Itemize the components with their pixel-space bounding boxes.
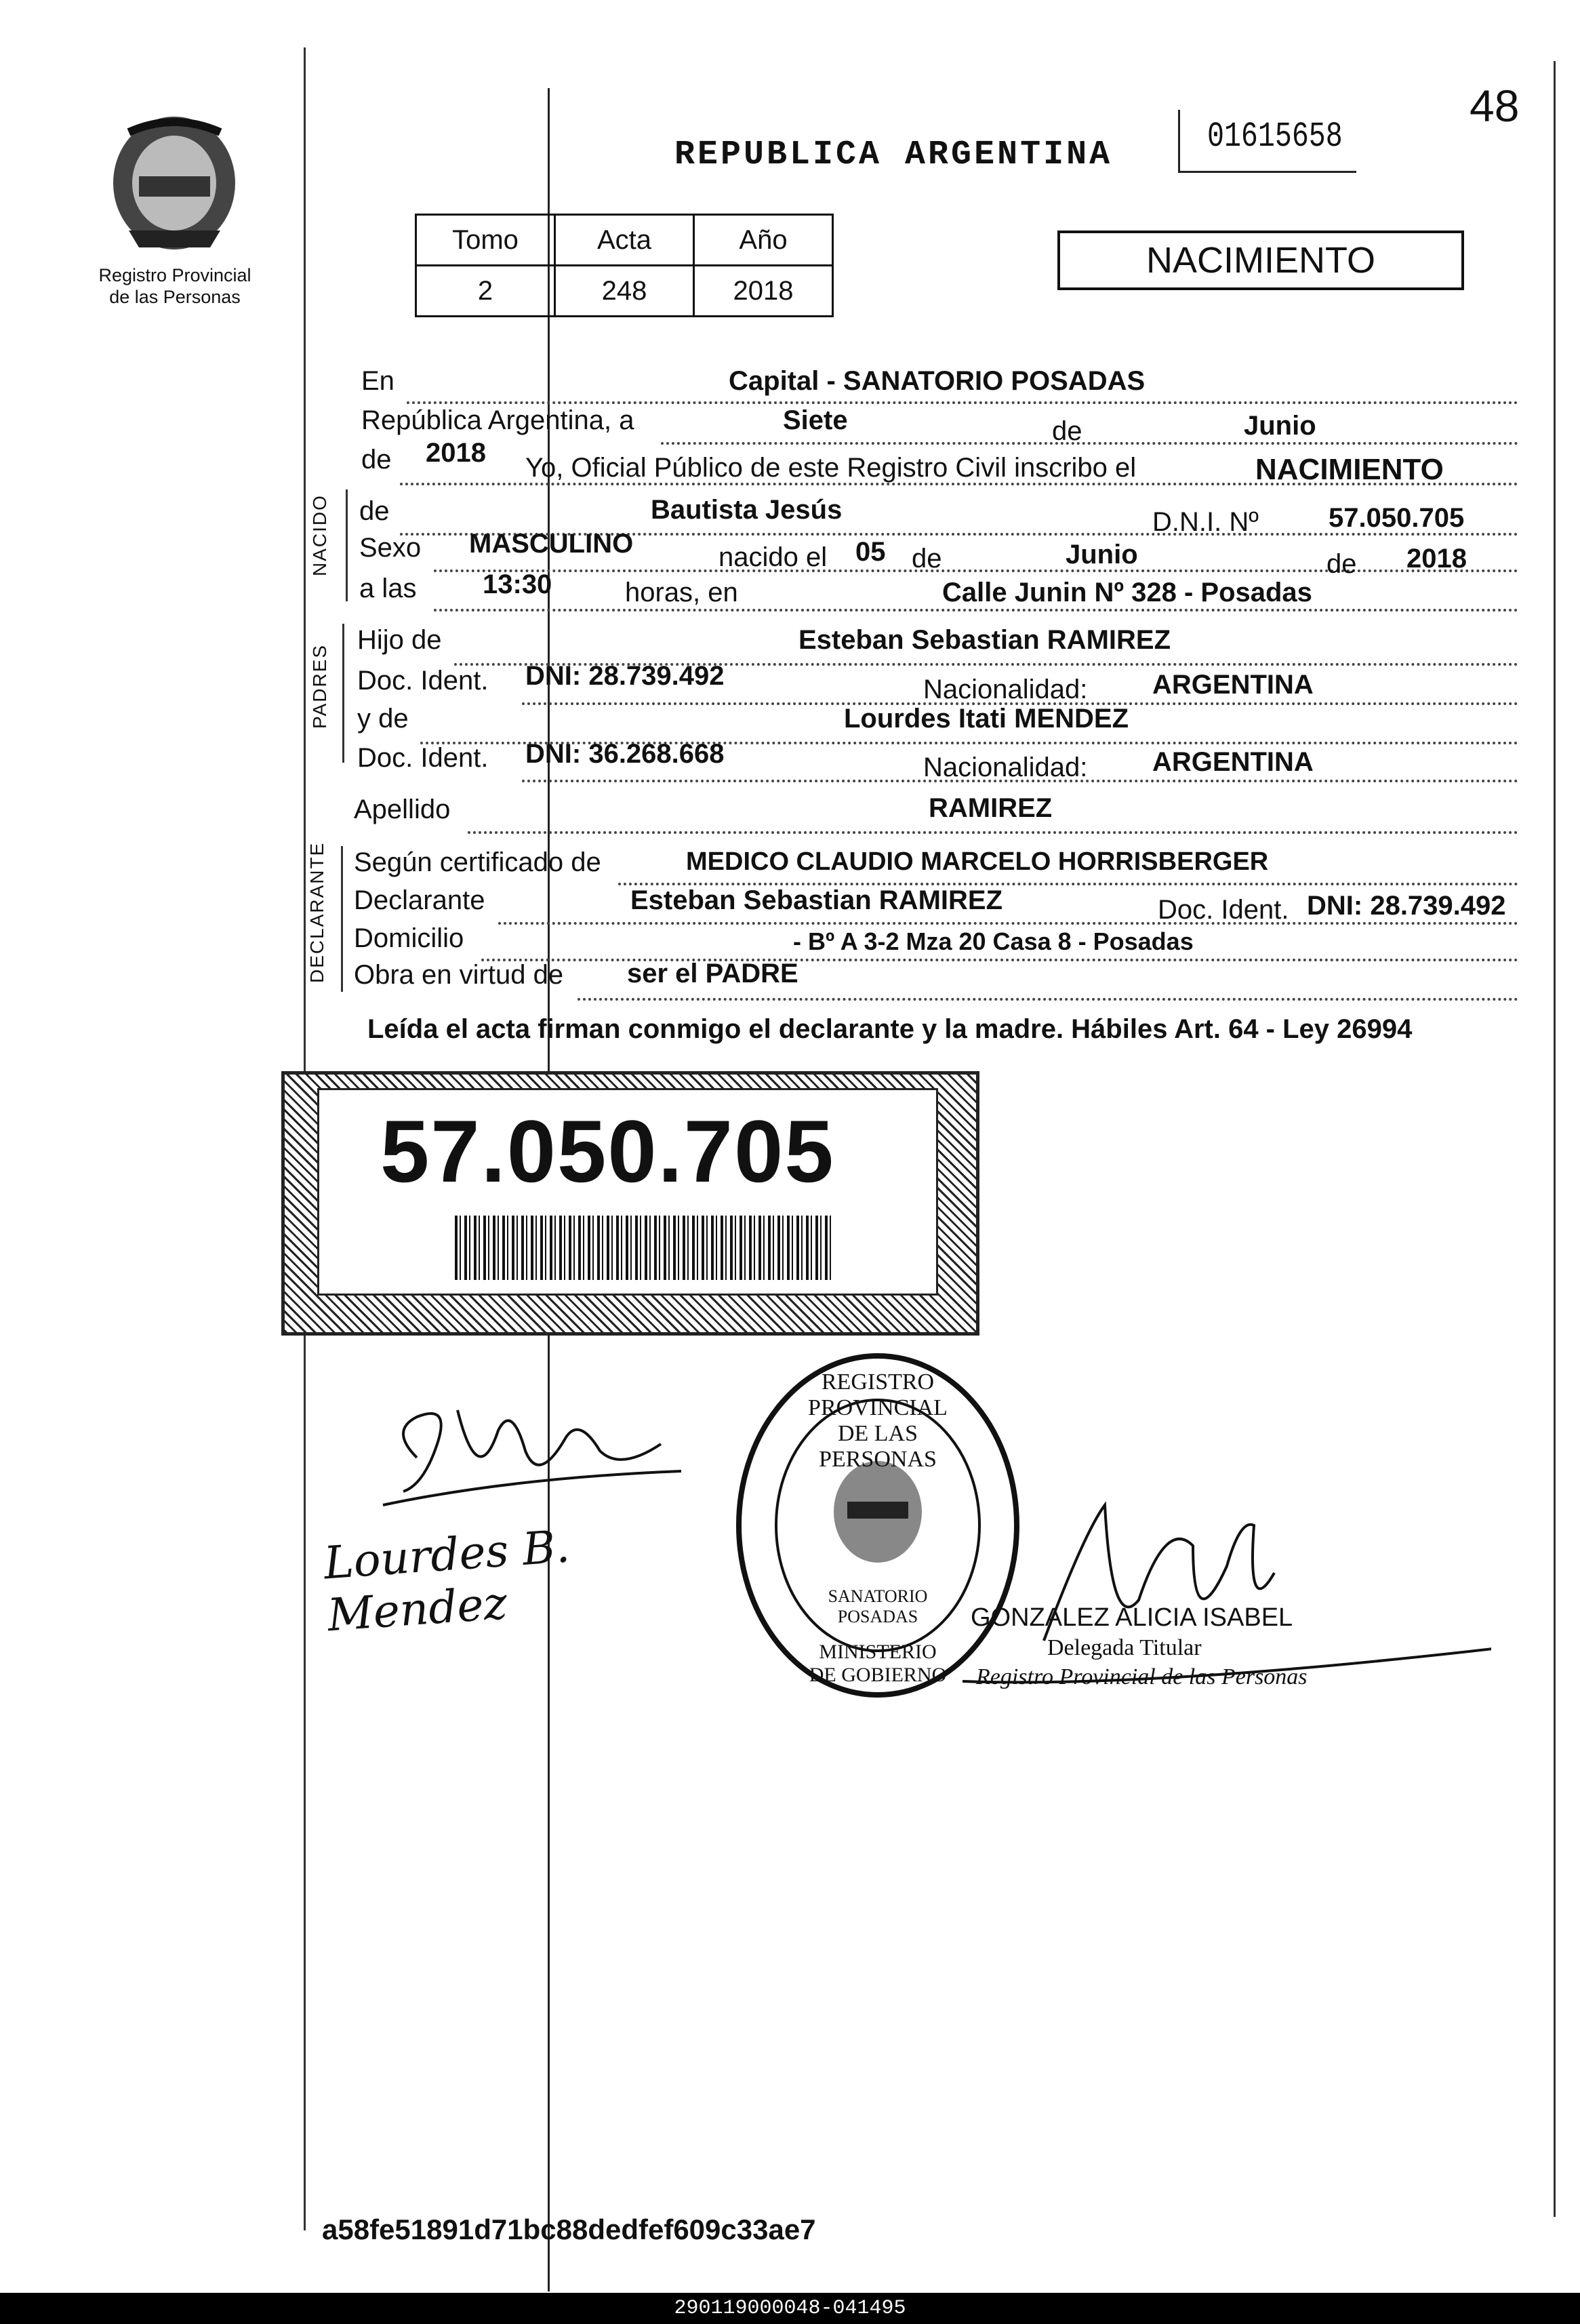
de-label: de — [1052, 416, 1082, 446]
nacionalidad-label-2: Nacionalidad: — [923, 753, 1088, 782]
serial-number: 01615658 — [1207, 117, 1343, 157]
alas-label: a las — [359, 574, 417, 603]
month-value: Junio — [1244, 411, 1316, 441]
sexo-label: Sexo — [359, 533, 422, 563]
de-label-2: de — [1326, 549, 1357, 579]
stamp-inner — [317, 1088, 938, 1296]
official-name: GONZALEZ ALICIA ISABEL — [971, 1603, 1293, 1632]
doc-ident-label-1: Doc. Ident. — [357, 666, 489, 696]
header-acta: Acta — [555, 215, 694, 266]
declarante-side-label: DECLARANTE — [306, 841, 327, 983]
dotted-line — [468, 831, 1518, 834]
republica-label: República Argentina, a — [361, 405, 634, 435]
declarante-label: Declarante — [354, 885, 485, 915]
page-number: 48 — [1470, 81, 1520, 131]
padres-side-label: PADRES — [309, 643, 330, 729]
right-margin-line — [1554, 61, 1556, 2217]
header-tomo: Tomo — [416, 215, 555, 266]
certificate-value: MEDICO CLAUDIO MARCELO HORRISBERGER — [686, 847, 1269, 876]
day-written: Siete — [783, 405, 848, 435]
barcode-icon — [455, 1216, 834, 1280]
y-de-label: y de — [357, 704, 409, 734]
father-dni: DNI: 28.739.492 — [525, 661, 725, 691]
value-anio: 2018 — [694, 266, 833, 317]
obra-value: ser el PADRE — [627, 959, 798, 988]
apellido-label: Apellido — [354, 795, 451, 824]
child-dni: 57.050.705 — [1329, 503, 1465, 533]
address-value: - Bº A 3-2 Mza 20 Casa 8 - Posadas — [793, 927, 1194, 955]
mother-name: Lourdes Itati MENDEZ — [844, 704, 1129, 734]
dotted-line — [407, 401, 1518, 404]
horas-en-label: horas, en — [625, 578, 738, 607]
dotted-line — [661, 442, 1518, 445]
dni-stamp — [281, 1071, 979, 1336]
father-name: Esteban Sebastian RAMIREZ — [798, 625, 1171, 655]
official-office: Registro Provincial de las Personas — [976, 1664, 1308, 1689]
dotted-line — [498, 922, 1518, 925]
nacido-bracket — [346, 489, 348, 601]
en-label: En — [361, 366, 394, 396]
yo-text: Yo, Oficial Público de este Registro Civil inscribo el — [525, 453, 1137, 483]
decl-doc-label: Doc. Ident. — [1158, 895, 1289, 925]
record-type-box: NACIMIENTO — [1057, 231, 1464, 290]
name-de-label: de — [359, 496, 390, 526]
declarante-bracket — [341, 846, 343, 992]
nacido-label: nacido el — [718, 542, 828, 572]
certificado-label: Según certificado de — [354, 847, 601, 877]
doc-ident-label-2: Doc. Ident. — [357, 743, 489, 773]
hijo-de-label: Hijo de — [357, 625, 442, 655]
child-name: Bautista Jesús — [651, 495, 843, 525]
declarant-dni: DNI: 28.739.492 — [1307, 891, 1506, 921]
nacido-side-label: NACIDO — [309, 494, 330, 576]
declarant-name: Esteban Sebastian RAMIREZ — [630, 885, 1003, 915]
birth-time: 13:30 — [483, 569, 552, 599]
serial-box — [1178, 110, 1356, 173]
domicilio-label: Domicilio — [354, 923, 464, 953]
de-label-1: de — [912, 544, 942, 574]
dotted-line — [578, 998, 1518, 1001]
dni-label: D.N.I. Nº — [1152, 507, 1259, 537]
birth-day: 05 — [855, 537, 886, 567]
footer-id: 290119000048-041495 — [0, 2293, 1580, 2324]
dotted-line — [434, 609, 1518, 612]
declarant-signature — [376, 1390, 688, 1529]
logo-caption: Registro Provincial de las Personas — [98, 265, 251, 307]
year-value: 2018 — [426, 438, 486, 468]
mother-signature: Lourdes B. Mendez — [322, 1520, 571, 1642]
birth-year: 2018 — [1406, 544, 1467, 574]
seal-outer-text: REGISTRO PROVINCIAL DE LAS PERSONAS — [808, 1369, 948, 1472]
birth-month: Junio — [1066, 540, 1138, 569]
surname-value: RAMIREZ — [929, 793, 1053, 823]
mother-dni: DNI: 36.268.668 — [525, 739, 725, 769]
document-hash: a58fe51891d71bc88dedfef609c33ae7 — [322, 2213, 816, 2245]
obra-label: Obra en virtud de — [354, 960, 564, 990]
place-value: Capital - SANATORIO POSADAS — [729, 366, 1146, 396]
header-anio: Año — [694, 215, 833, 266]
seal-bottom-text: MINISTERIO DE GOBIERNO — [809, 1641, 947, 1686]
mother-nationality: ARGENTINA — [1152, 747, 1314, 777]
padres-bracket — [342, 624, 344, 763]
official-role: Delegada Titular — [1047, 1635, 1202, 1660]
tomo-acta-anio-table — [415, 214, 834, 317]
de-label: de — [361, 445, 392, 475]
nacionalidad-label-1: Nacionalidad: — [923, 675, 1088, 704]
stamp-number: 57.050.705 — [380, 1102, 835, 1201]
closing-note: Leída el acta firman conmigo el declarante y la madre. Hábiles Art. 64 - Ley 26994 — [367, 1014, 1413, 1044]
inscribe-value: NACIMIENTO — [1255, 453, 1444, 486]
value-acta: 248 — [555, 266, 694, 317]
seal-inner-text: SANATORIO POSADAS — [828, 1586, 928, 1626]
sexo-value: MASCULINO — [469, 529, 634, 559]
birth-place: Calle Junin Nº 328 - Posadas — [942, 578, 1312, 607]
father-nationality: ARGENTINA — [1152, 670, 1314, 700]
country-title: REPUBLICA ARGENTINA — [674, 136, 1113, 174]
value-tomo: 2 — [416, 266, 555, 317]
provincia-de-misiones-seal-icon — [102, 112, 247, 254]
